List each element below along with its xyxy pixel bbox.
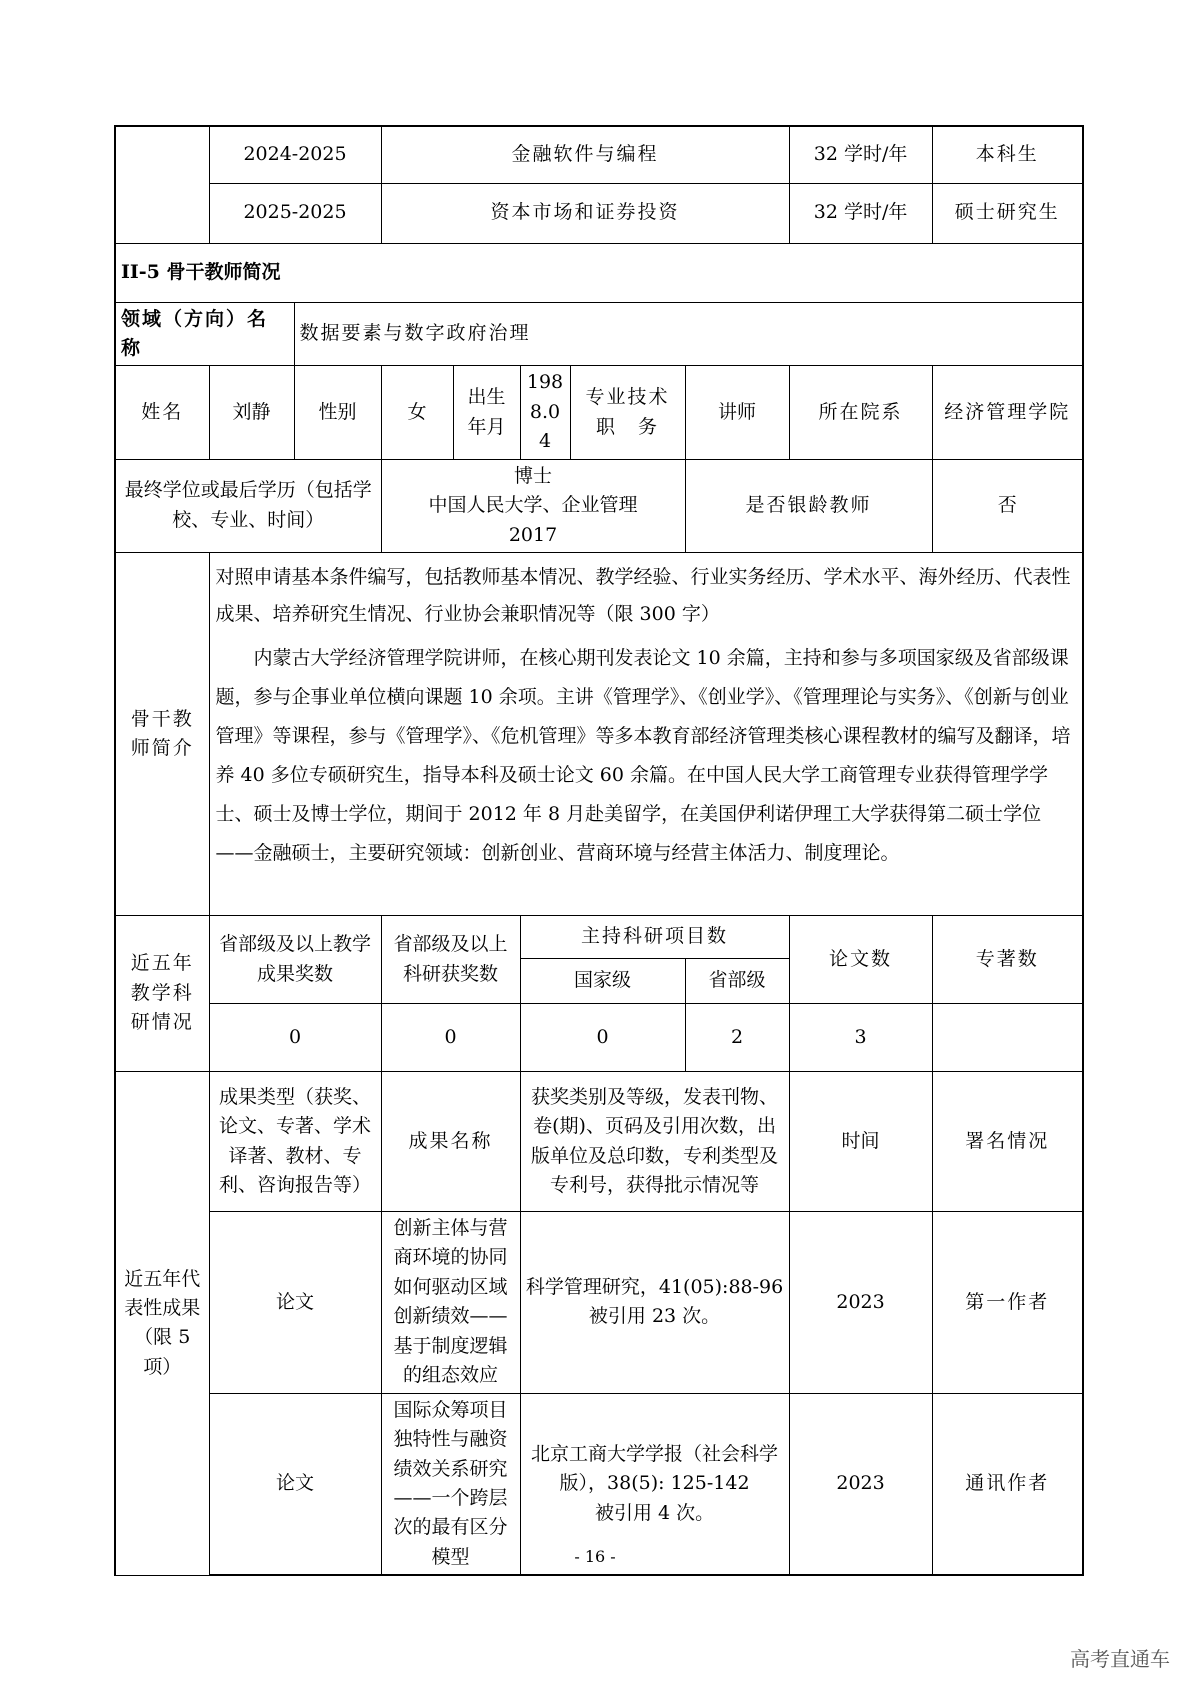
achievement-type: 论文 (209, 1212, 381, 1394)
achievement-time: 2023 (789, 1212, 932, 1394)
provincial-header: 省部级 (685, 959, 789, 1004)
course-name: 资本市场和证券投资 (381, 183, 789, 243)
achievement-detail (520, 1212, 789, 1394)
course-hours: 32 学时/年 (789, 126, 932, 183)
teaching-award-value: 0 (209, 1004, 381, 1072)
dept-value: 经济管理学院 (932, 366, 1083, 459)
achievement-time: 2023 (789, 1393, 932, 1575)
degree-line2: 中国人民大学、企业管理 (428, 494, 638, 517)
person-row (115, 366, 1083, 459)
detail-header: 获奖类别及等级，发表刊物、卷(期)、页码及引用次数，出版单位及总印数，专利类型及专利号，获得批示情况等 (520, 1072, 789, 1212)
course-level: 本科生 (932, 126, 1083, 183)
achievements-label: 近五年代表性成果（限 5 项） (115, 1072, 209, 1576)
silver-value: 否 (932, 459, 1083, 552)
course-year: 2025-2025 (209, 183, 381, 243)
achievement-name: 国际众筹项目独特性与融资绩效关系研究——一个跨层次的最有区分模型 (381, 1393, 520, 1575)
title-value: 讲师 (685, 366, 789, 459)
time-header: 时间 (789, 1072, 932, 1212)
achievements-header-row (115, 1072, 1083, 1212)
section-title: II-5 骨干教师简况 (115, 243, 1083, 302)
course-name: 金融软件与编程 (381, 126, 789, 183)
teacher-profile-table (114, 125, 1084, 1576)
degree-value (381, 459, 685, 552)
bio-content (209, 553, 1083, 916)
degree-label: 最终学位或最后学历（包括学校、专业、时间） (115, 459, 381, 552)
course-blank-cell (115, 126, 209, 243)
watermark-text: 高考直通车 (1070, 1647, 1170, 1671)
gender-value: 女 (381, 366, 453, 459)
field-row (115, 302, 1083, 366)
national-value: 0 (520, 1004, 685, 1072)
bio-label: 骨干教师简介 (115, 553, 209, 916)
degree-line3: 2017 (508, 523, 558, 546)
books-value (932, 1004, 1083, 1072)
course-year: 2024-2025 (209, 126, 381, 183)
name-value: 刘静 (209, 366, 294, 459)
achievement-author: 第一作者 (932, 1212, 1083, 1394)
achievement-row (115, 1212, 1083, 1394)
birth-label: 出生年月 (453, 366, 520, 459)
title-label: 专业技术职 务 (570, 366, 685, 459)
bio-row (115, 553, 1083, 916)
field-value: 数据要素与数字政府治理 (294, 302, 1083, 366)
achievement-detail-line1: 科学管理研究，41(05):88-96 (525, 1275, 784, 1298)
degree-row (115, 459, 1083, 552)
achievement-type: 论文 (209, 1393, 381, 1575)
projects-header: 主持科研项目数 (520, 916, 789, 959)
course-row (115, 183, 1083, 243)
dept-label: 所在院系 (789, 366, 932, 459)
type-header: 成果类型（获奖、论文、专著、学术译著、教材、专利、咨询报告等） (209, 1072, 381, 1212)
degree-line1: 博士 (514, 464, 553, 487)
bio-text: 内蒙古大学经济管理学院讲师，在核心期刊发表论文 10 余篇，主持和参与多项国家级及省部级课题，参与企事业单位横向课题 10 余项。主讲《管理学》、《创业学》、《管理理论与实务》、《创新与创业管理》等课程，参与《管理学》、《危机管理》等多本教育部经济管理类核心课程教材的编写及翻译，培养 40 多位专硕研究生，指导本科及硕士论文 60 余篇。在中国人民大学工商管理专业获得管理学学士、硕士及博士学位，期间于 2012 年 8 月赴美留学，在美国伊利诺伊理工大学获得第二硕士学位——金融硕士，主要研究领域：创新创业、营商环境与经营主体活力、制度理论。 (215, 647, 1071, 864)
achievement-detail-line2: 被引用 23 次。 (588, 1305, 721, 1328)
author-header: 署名情况 (932, 1072, 1083, 1212)
stats-header-row (115, 916, 1083, 959)
bio-instruction: 对照申请基本条件编写，包括教师基本情况、教学经验、行业实务经历、学术水平、海外经历、代表性成果、培养研究生情况、行业协会兼职情况等（限 300 字） (215, 566, 1071, 625)
achievement-detail-line1: 北京工商大学学报（社会科学版），38(5): 125-142 (531, 1442, 779, 1495)
page-number: - 16 - (574, 1547, 616, 1566)
research-award-value: 0 (381, 1004, 520, 1072)
research-award-header: 省部级及以上科研获奖数 (381, 916, 520, 1004)
achievement-author: 通讯作者 (932, 1393, 1083, 1575)
course-row (115, 126, 1083, 183)
name-label: 姓名 (115, 366, 209, 459)
national-header: 国家级 (520, 959, 685, 1004)
papers-value: 3 (789, 1004, 932, 1072)
section-row (115, 243, 1083, 302)
course-level: 硕士研究生 (932, 183, 1083, 243)
stats-label: 近五年教学科研情况 (115, 916, 209, 1072)
name-header: 成果名称 (381, 1072, 520, 1212)
papers-header: 论文数 (789, 916, 932, 1004)
books-header: 专著数 (932, 916, 1083, 1004)
birth-value: 1988.04 (520, 366, 570, 459)
silver-label: 是否银龄教师 (685, 459, 932, 552)
teaching-award-header: 省部级及以上教学成果奖数 (209, 916, 381, 1004)
field-label: 领域（方向）名称 (115, 302, 294, 366)
achievement-name: 创新主体与营商环境的协同如何驱动区域创新绩效——基于制度逻辑的组态效应 (381, 1212, 520, 1394)
gender-label: 性别 (294, 366, 381, 459)
provincial-value: 2 (685, 1004, 789, 1072)
achievement-detail-line2: 被引用 4 次。 (594, 1501, 715, 1524)
course-hours: 32 学时/年 (789, 183, 932, 243)
stats-values-row (115, 1004, 1083, 1072)
